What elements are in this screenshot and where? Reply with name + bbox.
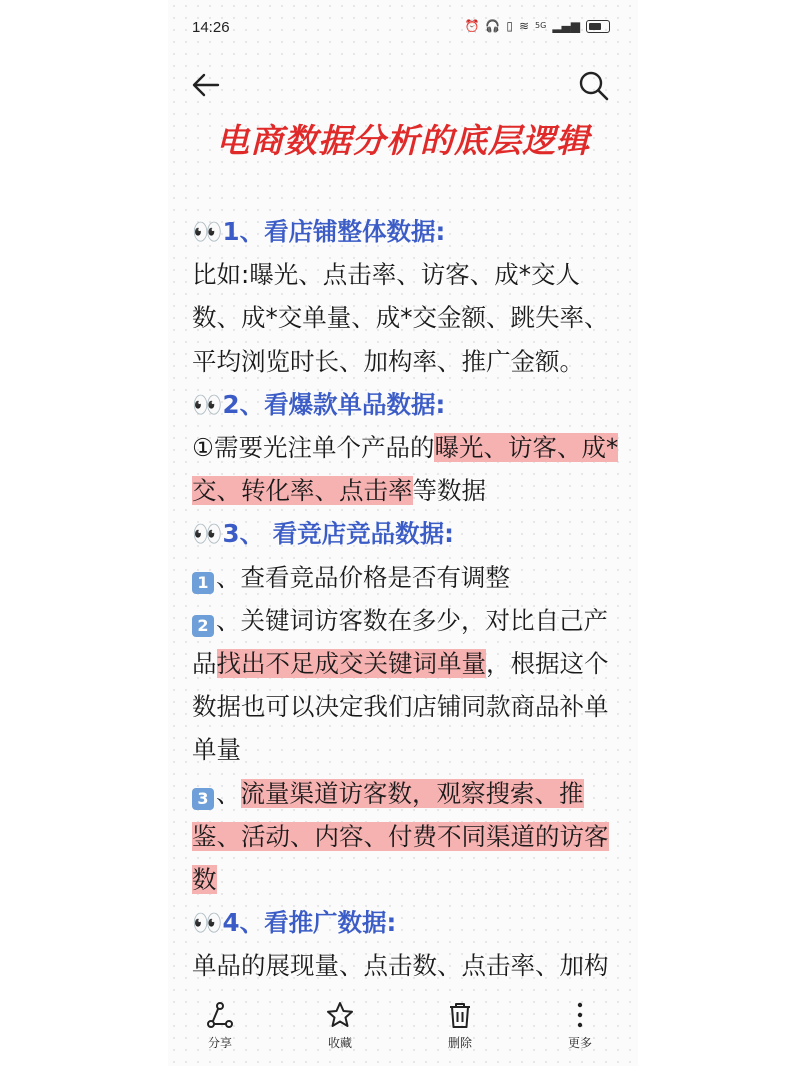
- eyes-icon: 👀: [192, 908, 221, 938]
- vibrate-icon: ▯: [506, 19, 513, 33]
- favorite-label: 收藏: [327, 1036, 352, 1050]
- favorite-button[interactable]: [310, 1000, 370, 1051]
- article-title: 电商数据分析的底层逻辑: [216, 121, 590, 160]
- section2-heading: 👀2、看爆款单品数据:: [192, 389, 446, 419]
- more-label: 更多: [567, 1036, 592, 1050]
- number-badge-3: 3: [192, 788, 214, 810]
- highlight-text: 曝光、访客、成*交、转化率、点击率: [192, 433, 619, 506]
- delete-label: 删除: [447, 1036, 472, 1050]
- section2-body: ①需要光注单个产品的曝光、访客、成*交、转化率、点击率等数据: [192, 433, 619, 506]
- highlight-text: 流量渠道访客数，观察搜索、推鉴、活动、内容、付费不同渠道的访客数: [192, 778, 609, 895]
- status-time: 14:26: [192, 19, 230, 36]
- signal-icon: ▂▄▆: [552, 19, 580, 33]
- number-badge-1: 1: [192, 572, 214, 594]
- signal-label: 5G: [535, 21, 547, 30]
- section4-body: 单品的展现量、点击数、点击率、加构: [192, 951, 609, 981]
- section3-item3: 3 、流量渠道访客数，观察搜索、推鉴、活动、内容、付费不同渠道的访客数: [192, 778, 609, 895]
- section3-item1: 1 、查看竞品价格是否有调整: [192, 556, 622, 599]
- eyes-icon: 👀: [192, 519, 221, 549]
- alarm-icon: ⏰: [464, 19, 480, 33]
- top-bar: [168, 60, 638, 110]
- section3-heading: 👀3、 看竞店竞品数据:: [192, 519, 454, 549]
- more-button[interactable]: [550, 1000, 610, 1051]
- section4-heading: 👀4、看推广数据:: [192, 908, 397, 938]
- share-label: 分享: [207, 1036, 232, 1050]
- share-button[interactable]: [190, 1000, 250, 1051]
- number-badge-2: 2: [192, 615, 214, 637]
- wifi-icon: ≋: [518, 19, 530, 33]
- status-bar: [168, 0, 638, 56]
- search-icon[interactable]: [578, 70, 610, 102]
- article-content: [192, 210, 622, 988]
- delete-button[interactable]: [430, 1000, 490, 1051]
- phone-screen: [168, 0, 638, 1066]
- status-icons: [464, 18, 610, 34]
- section1-body: 比如:曝光、点击率、访客、成*交人数、成*交单量、成*交金额、跳失率、平均浏览时长、加构率、推广金额。: [192, 260, 609, 376]
- trash-icon: [445, 1000, 475, 1030]
- more-vertical-icon: [565, 1000, 595, 1030]
- battery-icon: [586, 20, 610, 33]
- highlight-text: 找出不足成交关键词单量: [216, 649, 486, 679]
- headphones-icon: 🎧: [485, 19, 501, 33]
- back-arrow-icon[interactable]: [190, 70, 222, 100]
- eyes-icon: 👀: [192, 389, 221, 419]
- eyes-icon: 👀: [192, 217, 221, 246]
- share-icon: [205, 1000, 235, 1030]
- star-icon: [325, 1000, 355, 1030]
- section3-item2: 2 、关键词访客数在多少，对比自己产品找出不足成交关键词单量，根据这个数据也可以决定我们店铺同款商品补单单量: [192, 605, 609, 765]
- section1-heading: 👀1、看店铺整体数据:: [192, 217, 446, 246]
- bottom-toolbar: [168, 996, 638, 1066]
